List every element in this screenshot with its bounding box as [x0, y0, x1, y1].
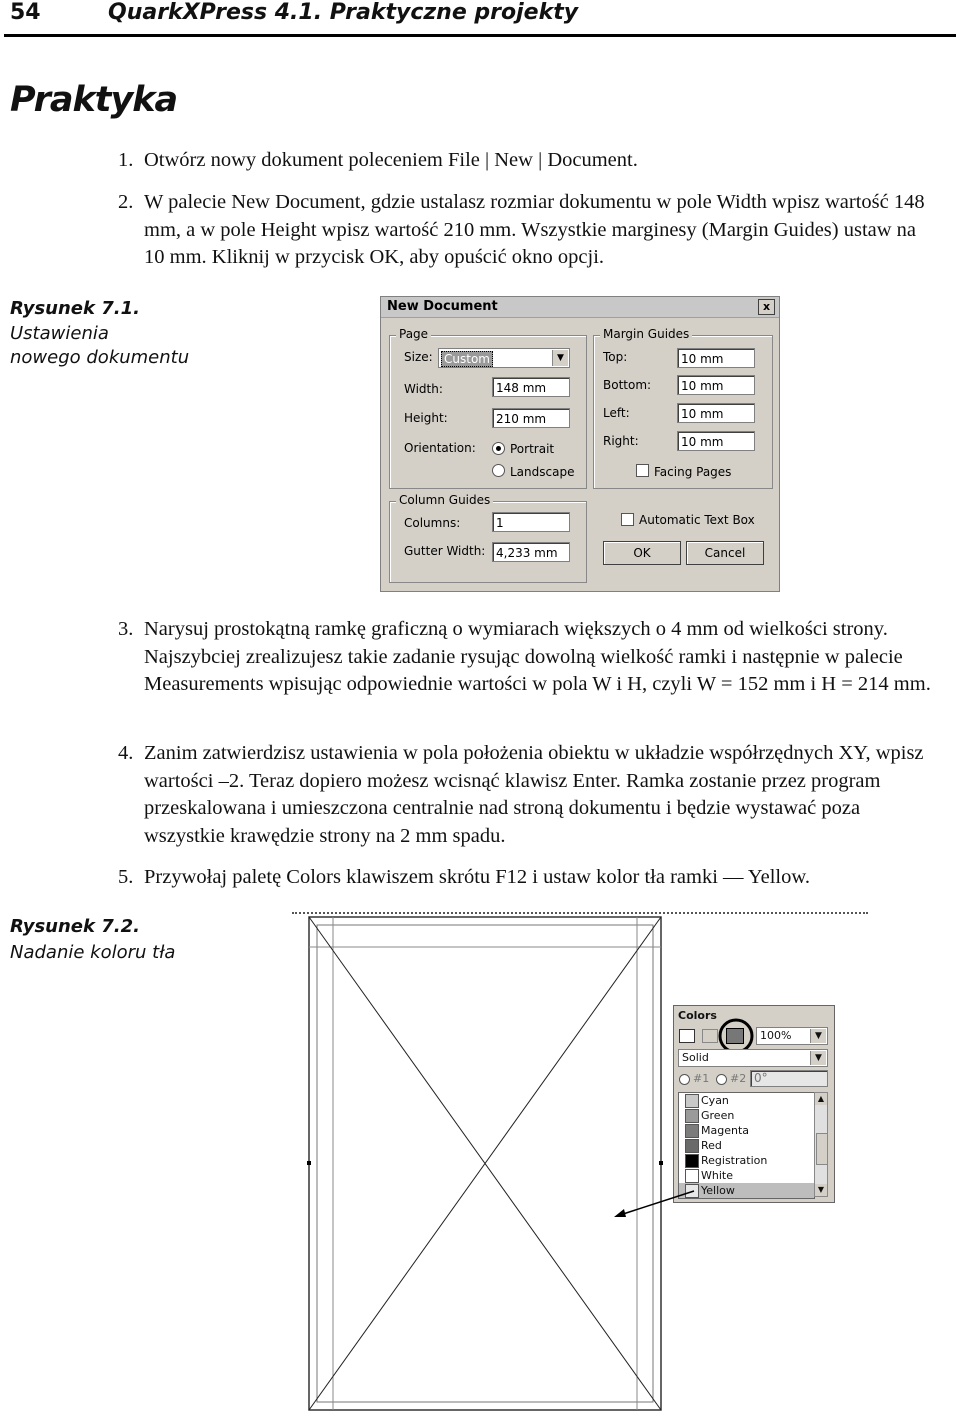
chevron-down-icon[interactable]: ▼: [815, 1184, 827, 1196]
width-field[interactable]: 148 mm: [492, 377, 570, 397]
figure2-caption-line1: Nadanie koloru tła: [10, 942, 176, 963]
style-value: Solid: [682, 1051, 709, 1064]
color-swatch: [685, 1124, 699, 1138]
section-title: Praktyka: [10, 80, 178, 120]
color-name: Magenta: [701, 1124, 750, 1137]
option-1-radio[interactable]: [679, 1074, 690, 1085]
color-item-registration[interactable]: [679, 1153, 814, 1168]
color-list: [678, 1092, 815, 1199]
color-item-green[interactable]: [679, 1108, 814, 1123]
color-name: Green: [701, 1109, 735, 1122]
size-value: Custom: [441, 351, 493, 367]
option-1-label: #1: [693, 1072, 710, 1085]
height-field[interactable]: 210 mm: [492, 408, 570, 428]
step-text: Zanim zatwierdzisz ustawienia w pola położenia obiektu w układzie współrzędnych XY, wpisz wartości –2. Teraz dopiero możesz wcisnąć klawisz Enter. Ramka zostanie przez program przeskalowana i umieszczona centralnie nad stroną dokumentu i będzie wystawać poza wszystkie krawędzie strony na 2 mm spadu.: [144, 742, 924, 847]
color-swatch: [685, 1094, 699, 1108]
shade-value: 100%: [760, 1029, 792, 1042]
color-name: Cyan: [701, 1094, 729, 1107]
step-number: 1.: [118, 149, 134, 171]
color-swatch: [685, 1154, 699, 1168]
orientation-label: Orientation:: [404, 441, 476, 455]
color-item-red[interactable]: [679, 1138, 814, 1153]
size-select[interactable]: [438, 348, 570, 368]
facing-pages-label: Facing Pages: [654, 465, 732, 479]
automatic-text-box-checkbox[interactable]: [621, 513, 634, 526]
figure1-caption-line2: nowego dokumentu: [10, 347, 190, 368]
margin-guides-label: Margin Guides: [600, 327, 692, 341]
step-number: 4.: [118, 742, 134, 764]
chevron-up-icon[interactable]: ▲: [815, 1093, 827, 1105]
angle-field[interactable]: 0°: [750, 1070, 828, 1087]
content-color-icon[interactable]: [702, 1029, 718, 1043]
frame-color-icon[interactable]: [679, 1029, 695, 1043]
step-number: 2.: [118, 191, 134, 213]
columns-field[interactable]: 1: [492, 512, 570, 532]
style-select[interactable]: [678, 1049, 828, 1067]
facing-pages-checkbox[interactable]: [636, 464, 649, 477]
color-name: Registration: [701, 1154, 768, 1167]
gutter-width-label: Gutter Width:: [404, 544, 486, 558]
step-1: [118, 147, 938, 175]
step-text: W palecie New Document, gdzie ustalasz rozmiar dokumentu w pole Width wpisz wartość 148 mm, a w pole Height wpisz wartość 210 mm. Wszystkie marginesy (Margin Guides) ustaw na 10 mm. Kliknij w przycisk OK, aby opuścić okno opcji.: [144, 191, 925, 268]
portrait-radio[interactable]: [492, 442, 505, 455]
step-text: Przywołaj paletę Colors klawiszem skrótu F12 i ustaw kolor tła ramki — Yellow.: [144, 866, 810, 888]
right-margin-field[interactable]: 10 mm: [677, 431, 755, 451]
color-name: Red: [701, 1139, 722, 1152]
figure1-caption-line1: Ustawienia: [10, 323, 109, 344]
right-label: Right:: [603, 434, 639, 448]
top-margin-field[interactable]: 10 mm: [677, 348, 755, 368]
color-item-cyan[interactable]: [679, 1093, 814, 1108]
running-header-title: QuarkXPress 4.1. Praktyczne projekty: [108, 0, 579, 25]
automatic-text-box-label: Automatic Text Box: [639, 513, 755, 527]
left-label: Left:: [603, 406, 630, 420]
left-margin-field[interactable]: 10 mm: [677, 403, 755, 423]
colors-palette: [673, 1005, 835, 1203]
column-guides-label: Column Guides: [396, 493, 493, 507]
color-swatch: [685, 1109, 699, 1123]
bottom-margin-field[interactable]: 10 mm: [677, 375, 755, 395]
option-2-radio[interactable]: [716, 1074, 727, 1085]
picture-box-frame[interactable]: [305, 915, 667, 1413]
color-swatch: [685, 1169, 699, 1183]
ok-button[interactable]: OK: [603, 541, 681, 565]
chevron-down-icon[interactable]: ▼: [552, 350, 568, 366]
page-group-label: Page: [396, 327, 431, 341]
color-list-scrollbar[interactable]: [814, 1092, 828, 1197]
width-label: Width:: [404, 382, 443, 396]
gutter-width-field[interactable]: 4,233 mm: [492, 542, 570, 562]
top-label: Top:: [603, 350, 628, 364]
size-label: Size:: [404, 350, 433, 364]
figure1-caption-title: Rysunek 7.1.: [10, 298, 140, 319]
close-button[interactable]: x: [758, 299, 775, 315]
step-2: [118, 189, 938, 272]
step-4: [118, 740, 938, 850]
step-5: [118, 864, 938, 892]
columns-label: Columns:: [404, 516, 461, 530]
bottom-label: Bottom:: [603, 378, 652, 392]
dialog-title: New Document: [387, 299, 498, 314]
step-text: Otwórz nowy dokument poleceniem File | New | Document.: [144, 149, 638, 171]
color-name: White: [701, 1169, 733, 1182]
step-text: Narysuj prostokątną ramkę graficzną o wymiarach większych o 4 mm od wielkości strony. Najszybciej zrealizujesz takie zadanie rysując dowolną wielkość ramki i następnie w palecie Measurements wpisując odpowiednie wartości w pola W i H, czyli W = 152 mm i H = 214 mm.: [144, 618, 931, 695]
pointer-arrow: [610, 1188, 700, 1222]
portrait-label: Portrait: [510, 442, 555, 456]
step-number: 3.: [118, 618, 134, 640]
shade-select[interactable]: [756, 1027, 828, 1045]
color-item-magenta[interactable]: [679, 1123, 814, 1138]
chevron-down-icon[interactable]: ▼: [810, 1029, 826, 1043]
dialog-titlebar[interactable]: [381, 297, 779, 318]
option-2-label: #2: [730, 1072, 747, 1085]
new-document-dialog: [380, 296, 780, 592]
color-swatch: [685, 1139, 699, 1153]
landscape-radio[interactable]: [492, 464, 505, 477]
colors-palette-title: Colors: [678, 1009, 717, 1022]
scrollbar-thumb[interactable]: [816, 1133, 828, 1165]
height-label: Height:: [404, 411, 448, 425]
color-name: Yellow: [701, 1184, 735, 1197]
step-3: [118, 616, 938, 699]
chevron-down-icon[interactable]: ▼: [810, 1051, 826, 1065]
cancel-button[interactable]: Cancel: [686, 541, 764, 565]
figure2-caption-title: Rysunek 7.2.: [10, 916, 140, 937]
landscape-label: Landscape: [510, 465, 575, 479]
color-item-white[interactable]: [679, 1168, 814, 1183]
header-rule: [4, 34, 956, 37]
step-number: 5.: [118, 866, 134, 888]
page-number: 54: [10, 0, 41, 25]
